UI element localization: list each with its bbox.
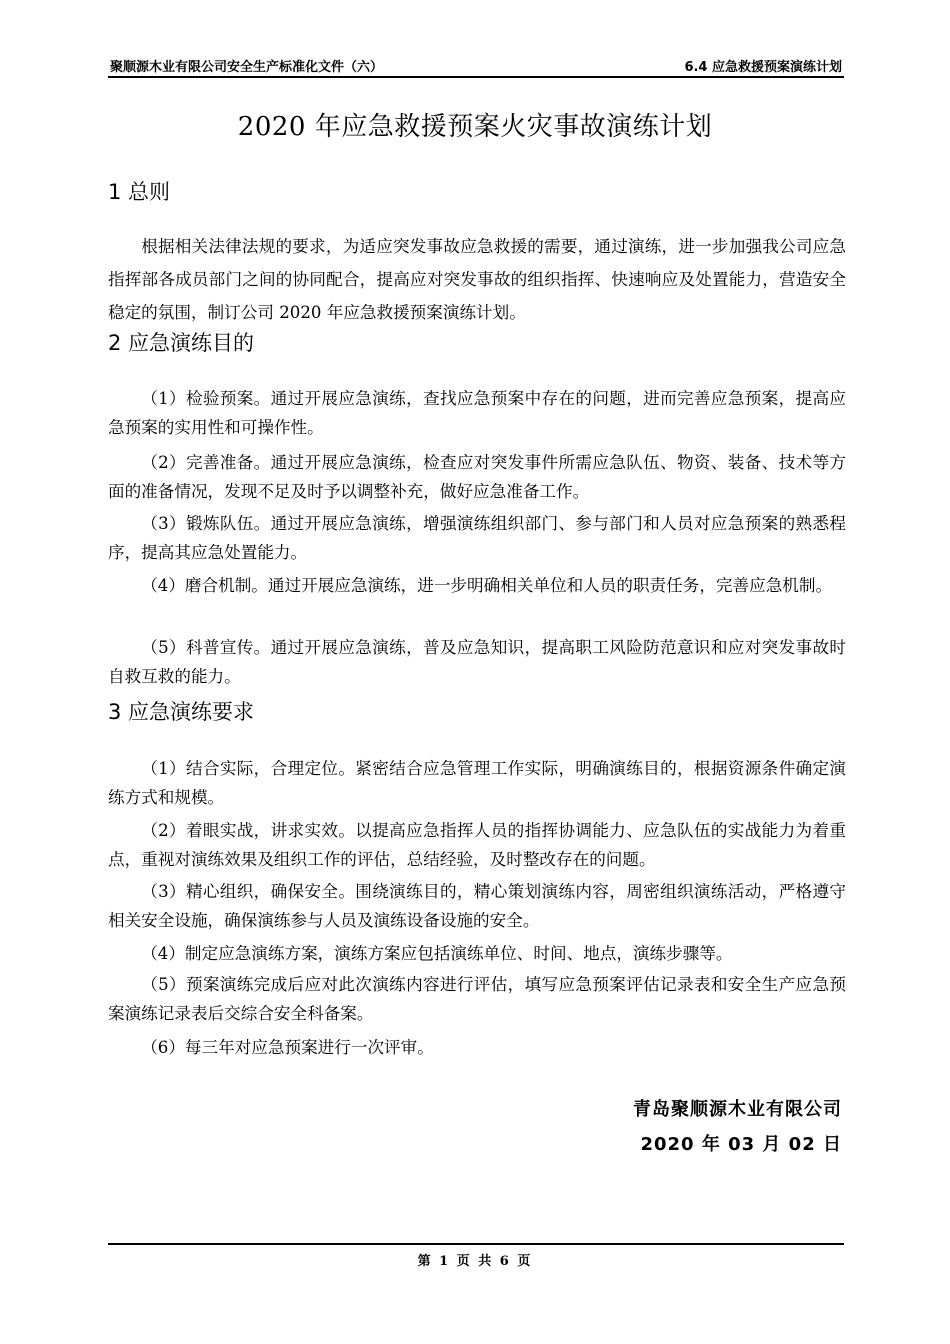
requirement-item-4: （4）制定应急演练方案，演练方案应包括演练单位、时间、地点，演练步骤等。 [141,944,733,963]
footer-divider [108,1243,844,1245]
purpose-item-4: （4）磨合机制。通过开展应急演练，进一步明确相关单位和人员的职责任务，完善应急机制。 [141,576,833,595]
purpose-item-1: （1）检验预案。通过开展应急演练，查找应急预案中存在的问题，进而完善应急预案，提高应急预案的实用性和可操作性。 [108,389,846,437]
signature-date: 2020 年 03 月 02 日 [640,1134,842,1155]
purpose-item-5: （5）科普宣传。通过开展应急演练，普及应急知识，提高职工风险防范意识和应对突发事故时自救互救的能力。 [108,638,846,686]
requirement-item-5: （5）预案演练完成后应对此次演练内容进行评估，填写应急预案评估记录表和安全生产应急预案演练记录表后交综合安全科备案。 [108,975,846,1023]
purpose-item-3: （3）锻炼队伍。通过开展应急演练，增强演练组织部门、参与部门和人员对应急预案的熟悉程序，提高其应急处置能力。 [108,514,846,562]
header-section-title: 6.4 应急救援预案演练计划 [684,60,842,75]
section-heading-drill-purpose: 2 应急演练目的 [108,331,255,355]
signature-company: 青岛聚顺源木业有限公司 [633,1099,842,1120]
section-heading-general: 1 总则 [108,180,171,204]
document-title: 2020 年应急救援预案火灾事故演练计划 [237,112,713,142]
requirement-item-2: （2）着眼实战，讲求实效。以提高应急指挥人员的指挥协调能力、应急队伍的实战能力为着重点，重视对演练效果及组织工作的评估，总结经验，及时整改存在的问题。 [108,821,846,869]
requirement-item-6: （6）每三年对应急预案进行一次评审。 [141,1038,434,1057]
section-general-paragraph: 根据相关法律法规的要求，为适应突发事故应急救援的需要，通过演练，进一步加强我公司应急指挥部各成员部门之间的协同配合，提高应对突发事故的组织指挥、快速响应及处置能力，营造安全稳定的氛围，制订公司 2020 年应急救援预案演练计划。 [108,237,846,322]
purpose-item-2: （2）完善准备。通过开展应急演练，检查应对突发事件所需应急队伍、物资、装备、技术等方面的准备情况，发现不足及时予以调整补充，做好应急准备工作。 [108,453,846,501]
header-document-series: 聚顺源木业有限公司安全生产标准化文件（六） [110,60,384,75]
section-heading-drill-requirements: 3 应急演练要求 [108,700,255,724]
page-number: 第 1 页 共 6 页 [417,1254,533,1269]
requirement-item-3: （3）精心组织，确保安全。围绕演练目的，精心策划演练内容，周密组织演练活动，严格遵守相关安全设施，确保演练参与人员及演练设备设施的安全。 [108,882,846,930]
requirement-item-1: （1）结合实际，合理定位。紧密结合应急管理工作实际，明确演练目的，根据资源条件确定演练方式和规模。 [108,759,846,807]
page-header [108,54,844,78]
